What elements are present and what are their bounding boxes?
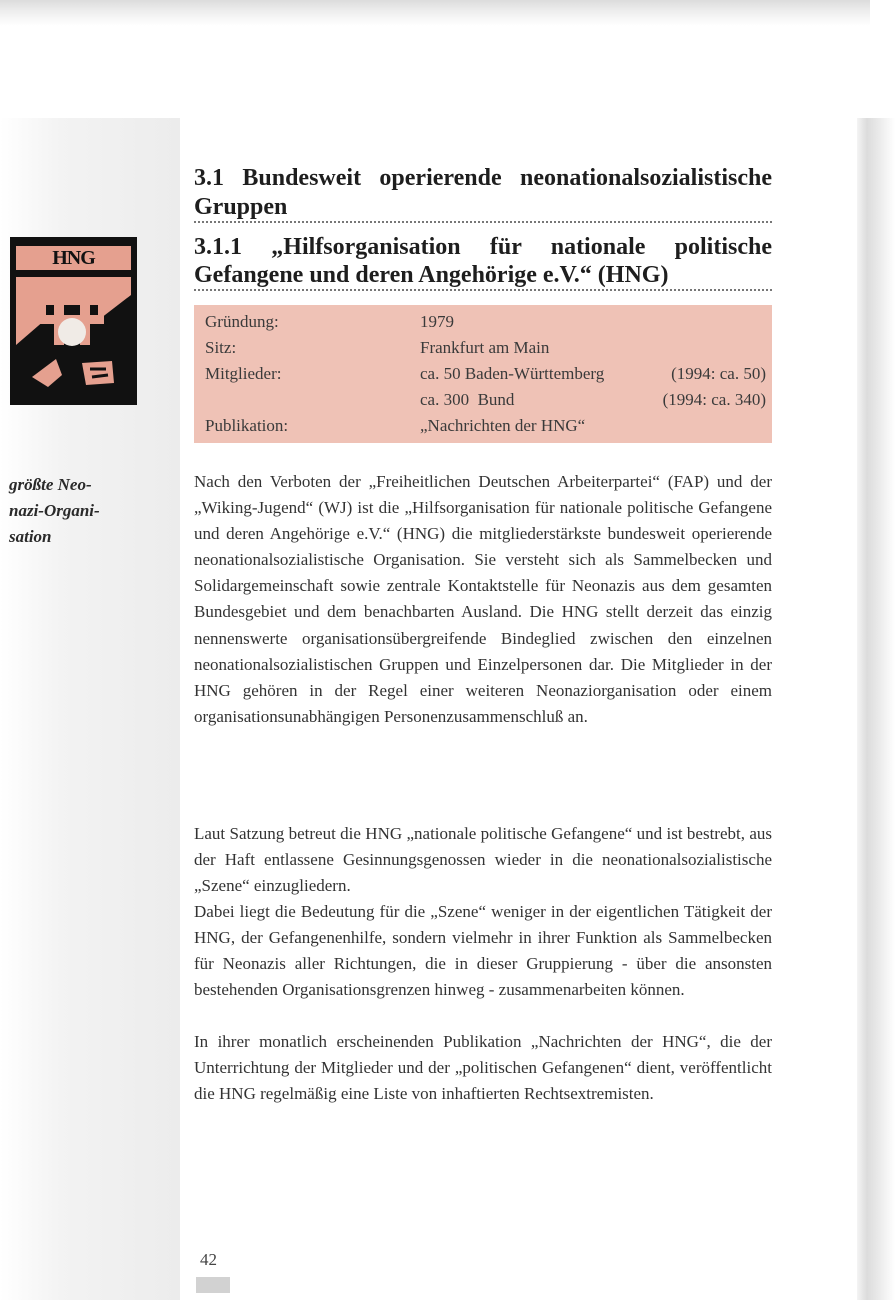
fact-box: [194, 305, 772, 443]
fact-label: Gründung:: [205, 312, 279, 331]
fact-row-seat: [194, 335, 772, 361]
body-paragraph: Nach den Verboten der „Freiheitlichen Deutschen Arbeiterpartei“ (FAP) und der „Wiking-Jugend“ (WJ) ist die „Hilfsorganisation für nationale politische Gefangene und deren Angehörige e.V.“ (HNG) die mitgliederstärkste bundesweit operierende neonationalsozialistische Organisation. Sie versteht sich als Sammelbecken und Solidargemeinschaft sowie zentrale Kontaktstelle für Neonazis aus dem gesamten Bundesgebiet und dem benachbarten Ausland. Die HNG stellt derzeit das einzig nennenswerte organisationsübergreifende Bindeglied zwischen den einzelnen neonationalsozialistischen Gruppen und Einzelpersonen dar. Die Mitglieder in der HNG gehören in der Regel einer weiteren Neonaziorganisation oder einem organisationsunabhängigen Personenzusammenschluß an.: [194, 472, 772, 726]
fact-row-publication: [194, 413, 772, 439]
dotted-rule: [194, 289, 772, 291]
fact-row-members-federal: [194, 387, 772, 413]
marginal-note: [9, 472, 169, 550]
fact-value: „Nachrichten der HNG“: [420, 416, 586, 435]
fact-value: ca. 300 Bund: [420, 390, 515, 409]
fact-row-members-bw: [194, 361, 772, 387]
scan-edge-shadow: [0, 0, 870, 26]
body-paragraph: In ihrer monatlich erscheinenden Publikation „Nachrichten der HNG“, die der Unterrichtung der Mitglieder und der „politischen Gefangenen“ dient, veröffentlicht die HNG regelmäßig eine Liste von inhaftierten Rechtsextremisten.: [194, 1032, 772, 1104]
dotted-rule: [194, 221, 772, 223]
body-paragraph: Dabei liegt die Bedeutung für die „Szene“ weniger in der eigentlichen Tätigkeit der HNG, der Gefangenenhilfe, sondern vielmehr in ihrer Funktion als Sammelbecken für Neonazis aller Richtungen, die in dieser Gruppierung - über die ansonsten bestehenden Organisationsgrenzen hinweg - zusammenarbeiten können.: [194, 902, 772, 1000]
subsection-heading: 3.1.1 „Hilfsorganisation für nationale politische Gefangene und deren Angehörige e.V.“ (HNG): [194, 234, 772, 288]
fact-value-prior-year: (1994: ca. 340): [662, 390, 766, 409]
fact-value-prior-year: (1994: ca. 50): [671, 364, 766, 383]
marginal-note-line: sation: [9, 527, 52, 546]
hng-logo: [10, 237, 137, 405]
logo-text: HNG: [16, 246, 131, 270]
fact-value: Frankfurt am Main: [420, 338, 550, 357]
fact-value: ca. 50 Baden-Württemberg: [420, 364, 605, 383]
fact-value: 1979: [420, 312, 454, 331]
fact-row-founding: [194, 309, 772, 335]
page-number: 42: [200, 1250, 217, 1269]
marginal-note-line: nazi-Organi-: [9, 501, 100, 520]
page-marker: [196, 1277, 230, 1293]
fact-label: Mitglieder:: [205, 364, 282, 383]
fact-label: Sitz:: [205, 338, 237, 357]
body-paragraph: Laut Satzung betreut die HNG „nationale politische Gefangene“ und ist bestrebt, aus der Haft entlassene Gesinnungsgenossen wieder in die neonationalsozialistische „Szene“ einzugliedern.: [194, 824, 772, 896]
fact-label: Publikation:: [205, 416, 289, 435]
marginal-note-line: größte Neo-: [9, 475, 92, 494]
page-edge-shadow: [857, 118, 895, 1300]
section-heading: 3.1 Bundesweit operierende neonationalsozialistische Gruppen: [194, 165, 772, 220]
